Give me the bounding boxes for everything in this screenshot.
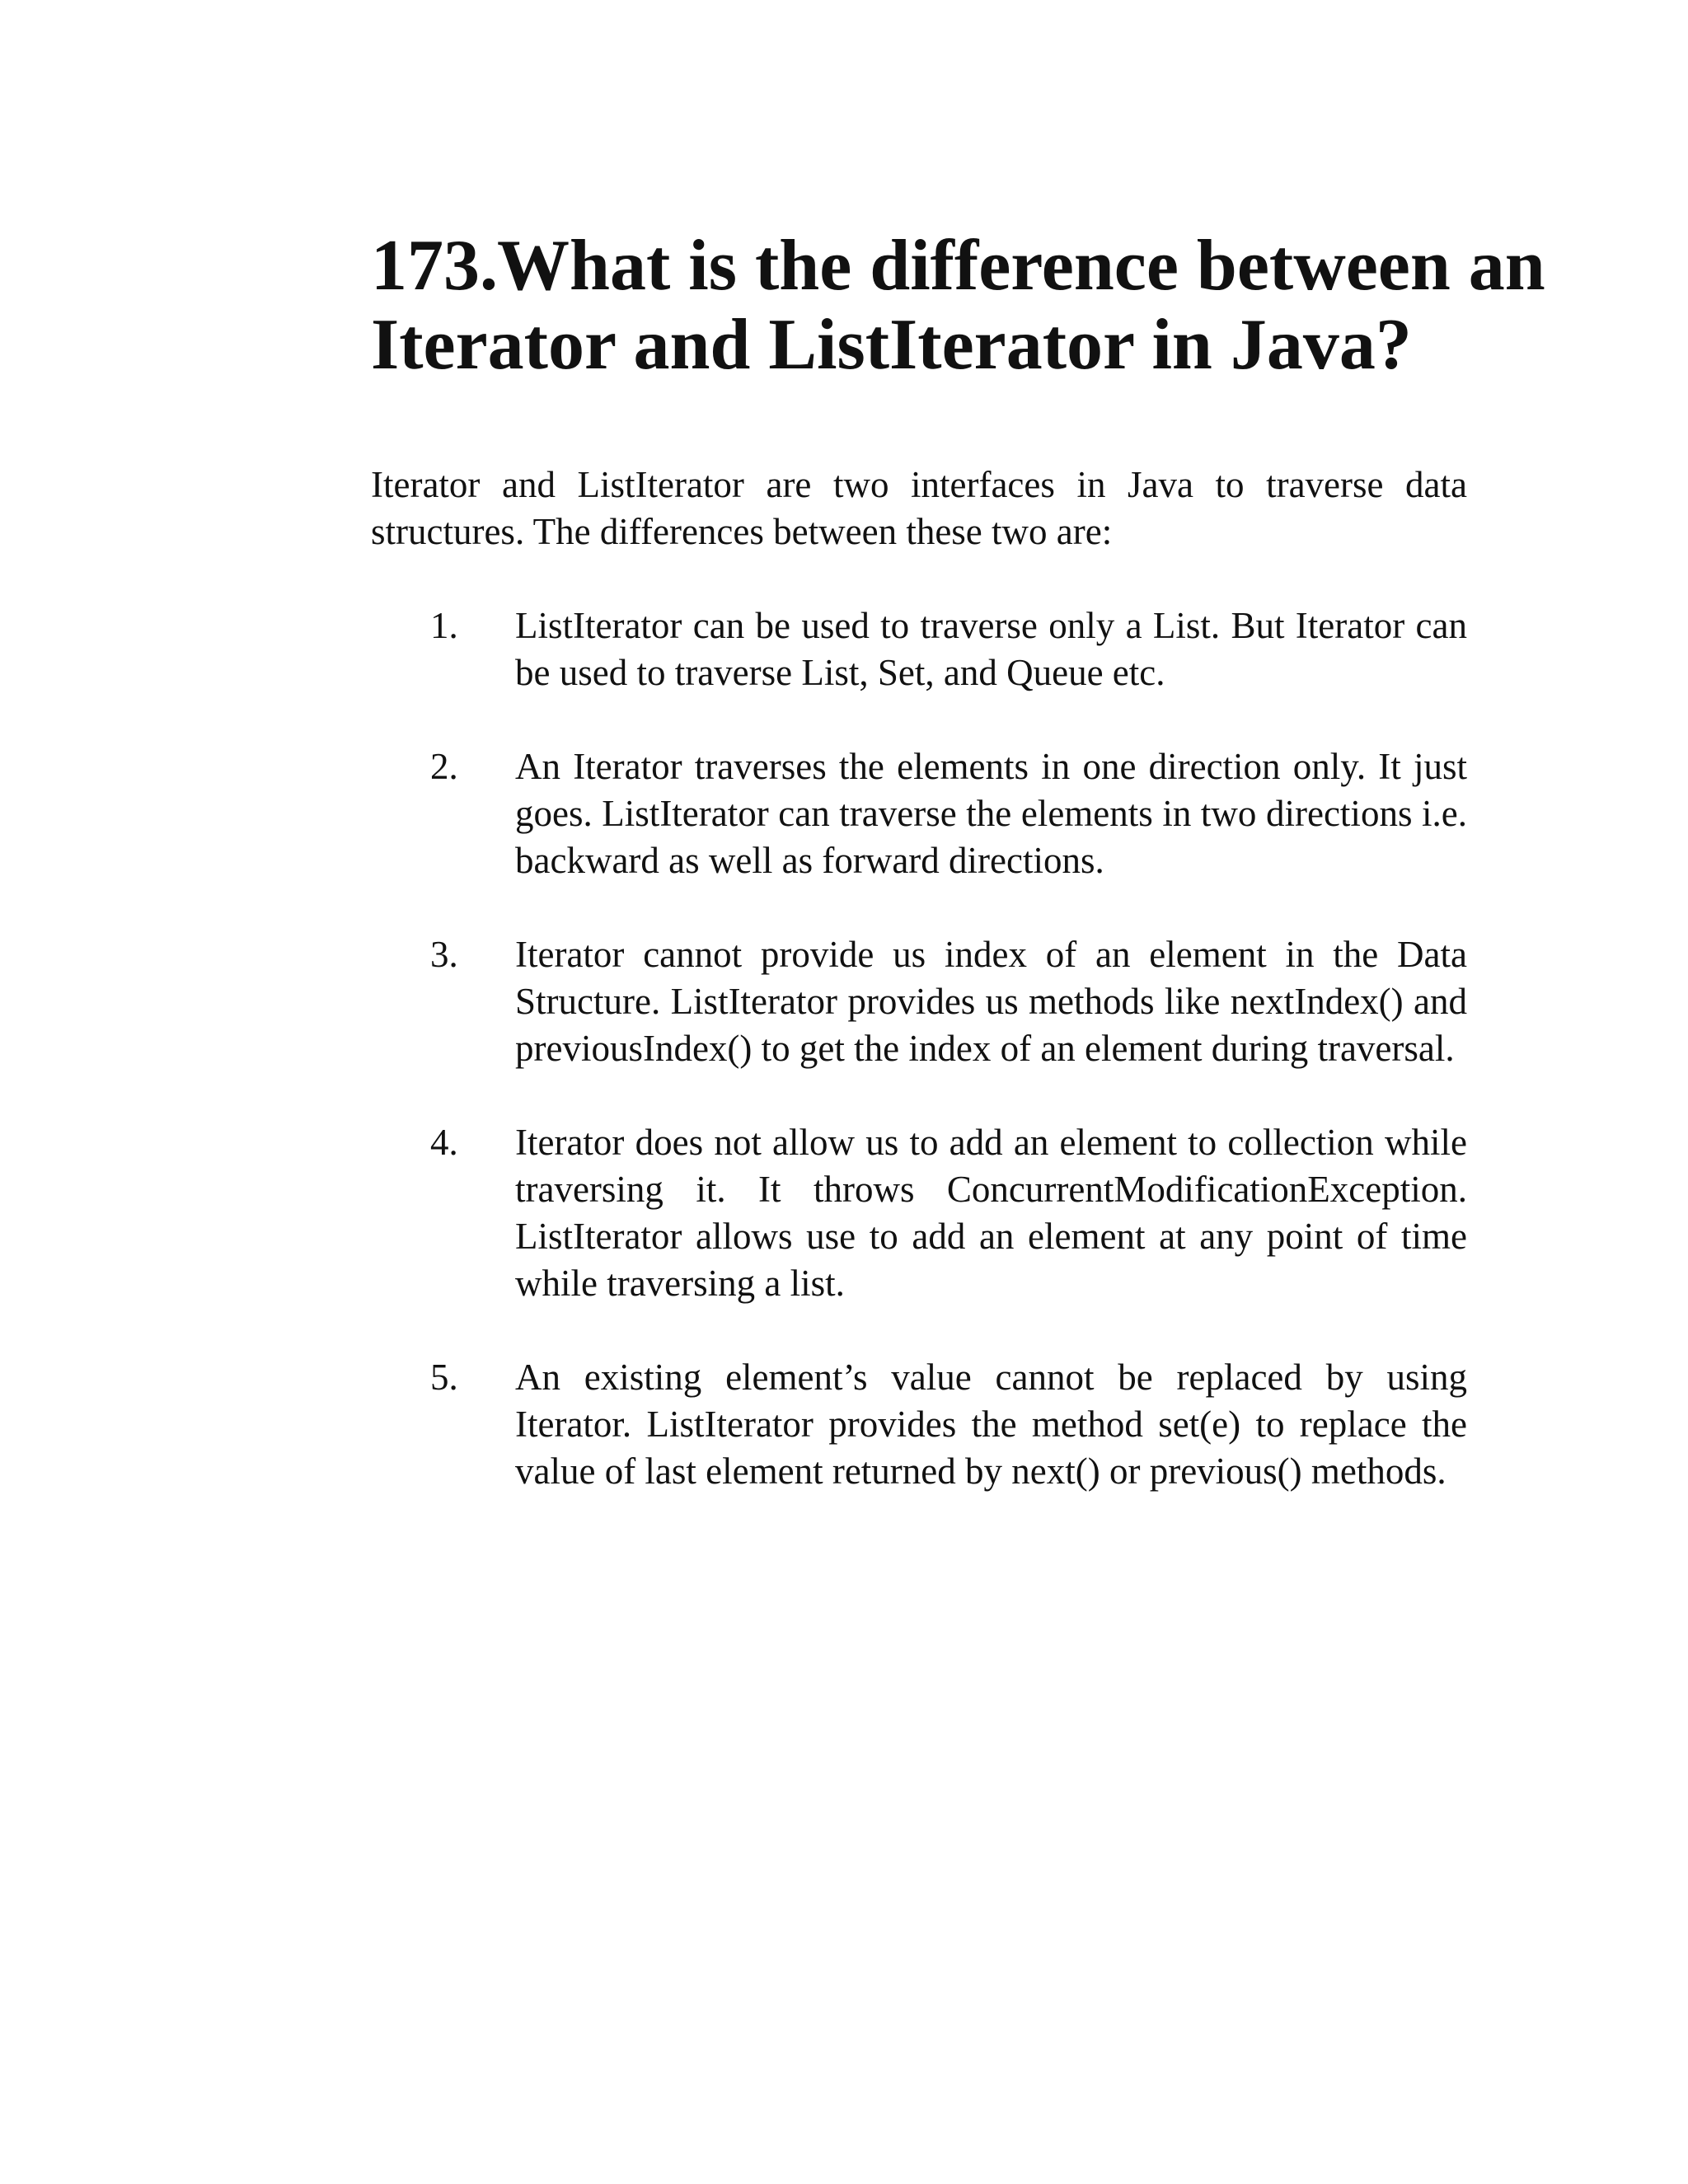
list-item-text: Iterator cannot provide us index of an element in the Data Structure. ListIterator provides us methods like nextIndex() and previousIndex() to get the index of an element during traversal. xyxy=(515,934,1467,1069)
list-item-number: 3. xyxy=(430,934,458,975)
differences-list xyxy=(371,602,1467,1495)
title-text-line-1: What is the difference between an xyxy=(497,226,1545,306)
list-item-text: ListIterator can be used to traverse only a List. But Iterator can be used to traverse List, Set, and Queue etc. xyxy=(515,605,1467,693)
list-item-text: Iterator does not allow us to add an element to collection while traversing it. It throws ConcurrentModificationException. ListIterator allows use to add an element at any point of time while traversing a list. xyxy=(515,1122,1467,1304)
list-item xyxy=(371,743,1467,884)
list-item-number: 1. xyxy=(430,605,458,646)
question-number: 173. xyxy=(371,226,498,306)
list-item-number: 4. xyxy=(430,1122,458,1163)
list-item-text: An Iterator traverses the elements in one direction only. It just goes. ListIterator can traverse the elements in two directions i.e. backward as well as forward directions. xyxy=(515,746,1467,881)
title-text-line-2: Iterator and ListIterator in Java? xyxy=(371,305,1412,385)
title-line-1 xyxy=(371,226,1545,306)
question-title xyxy=(371,226,1545,385)
list-item xyxy=(371,931,1467,1072)
list-item xyxy=(371,602,1467,696)
list-item xyxy=(371,1119,1467,1307)
document-page xyxy=(371,226,1545,1542)
intro-paragraph: Iterator and ListIterator are two interfaces in Java to traverse data structures. The differences between these two are: xyxy=(371,464,1467,552)
list-item-number: 5. xyxy=(430,1357,458,1398)
list-item-text: An existing element’s value cannot be replaced by using Iterator. ListIterator provides the method set(e) to replace the value of last element returned by next() or previous() methods. xyxy=(515,1357,1467,1492)
list-item xyxy=(371,1354,1467,1495)
list-item-number: 2. xyxy=(430,746,458,787)
